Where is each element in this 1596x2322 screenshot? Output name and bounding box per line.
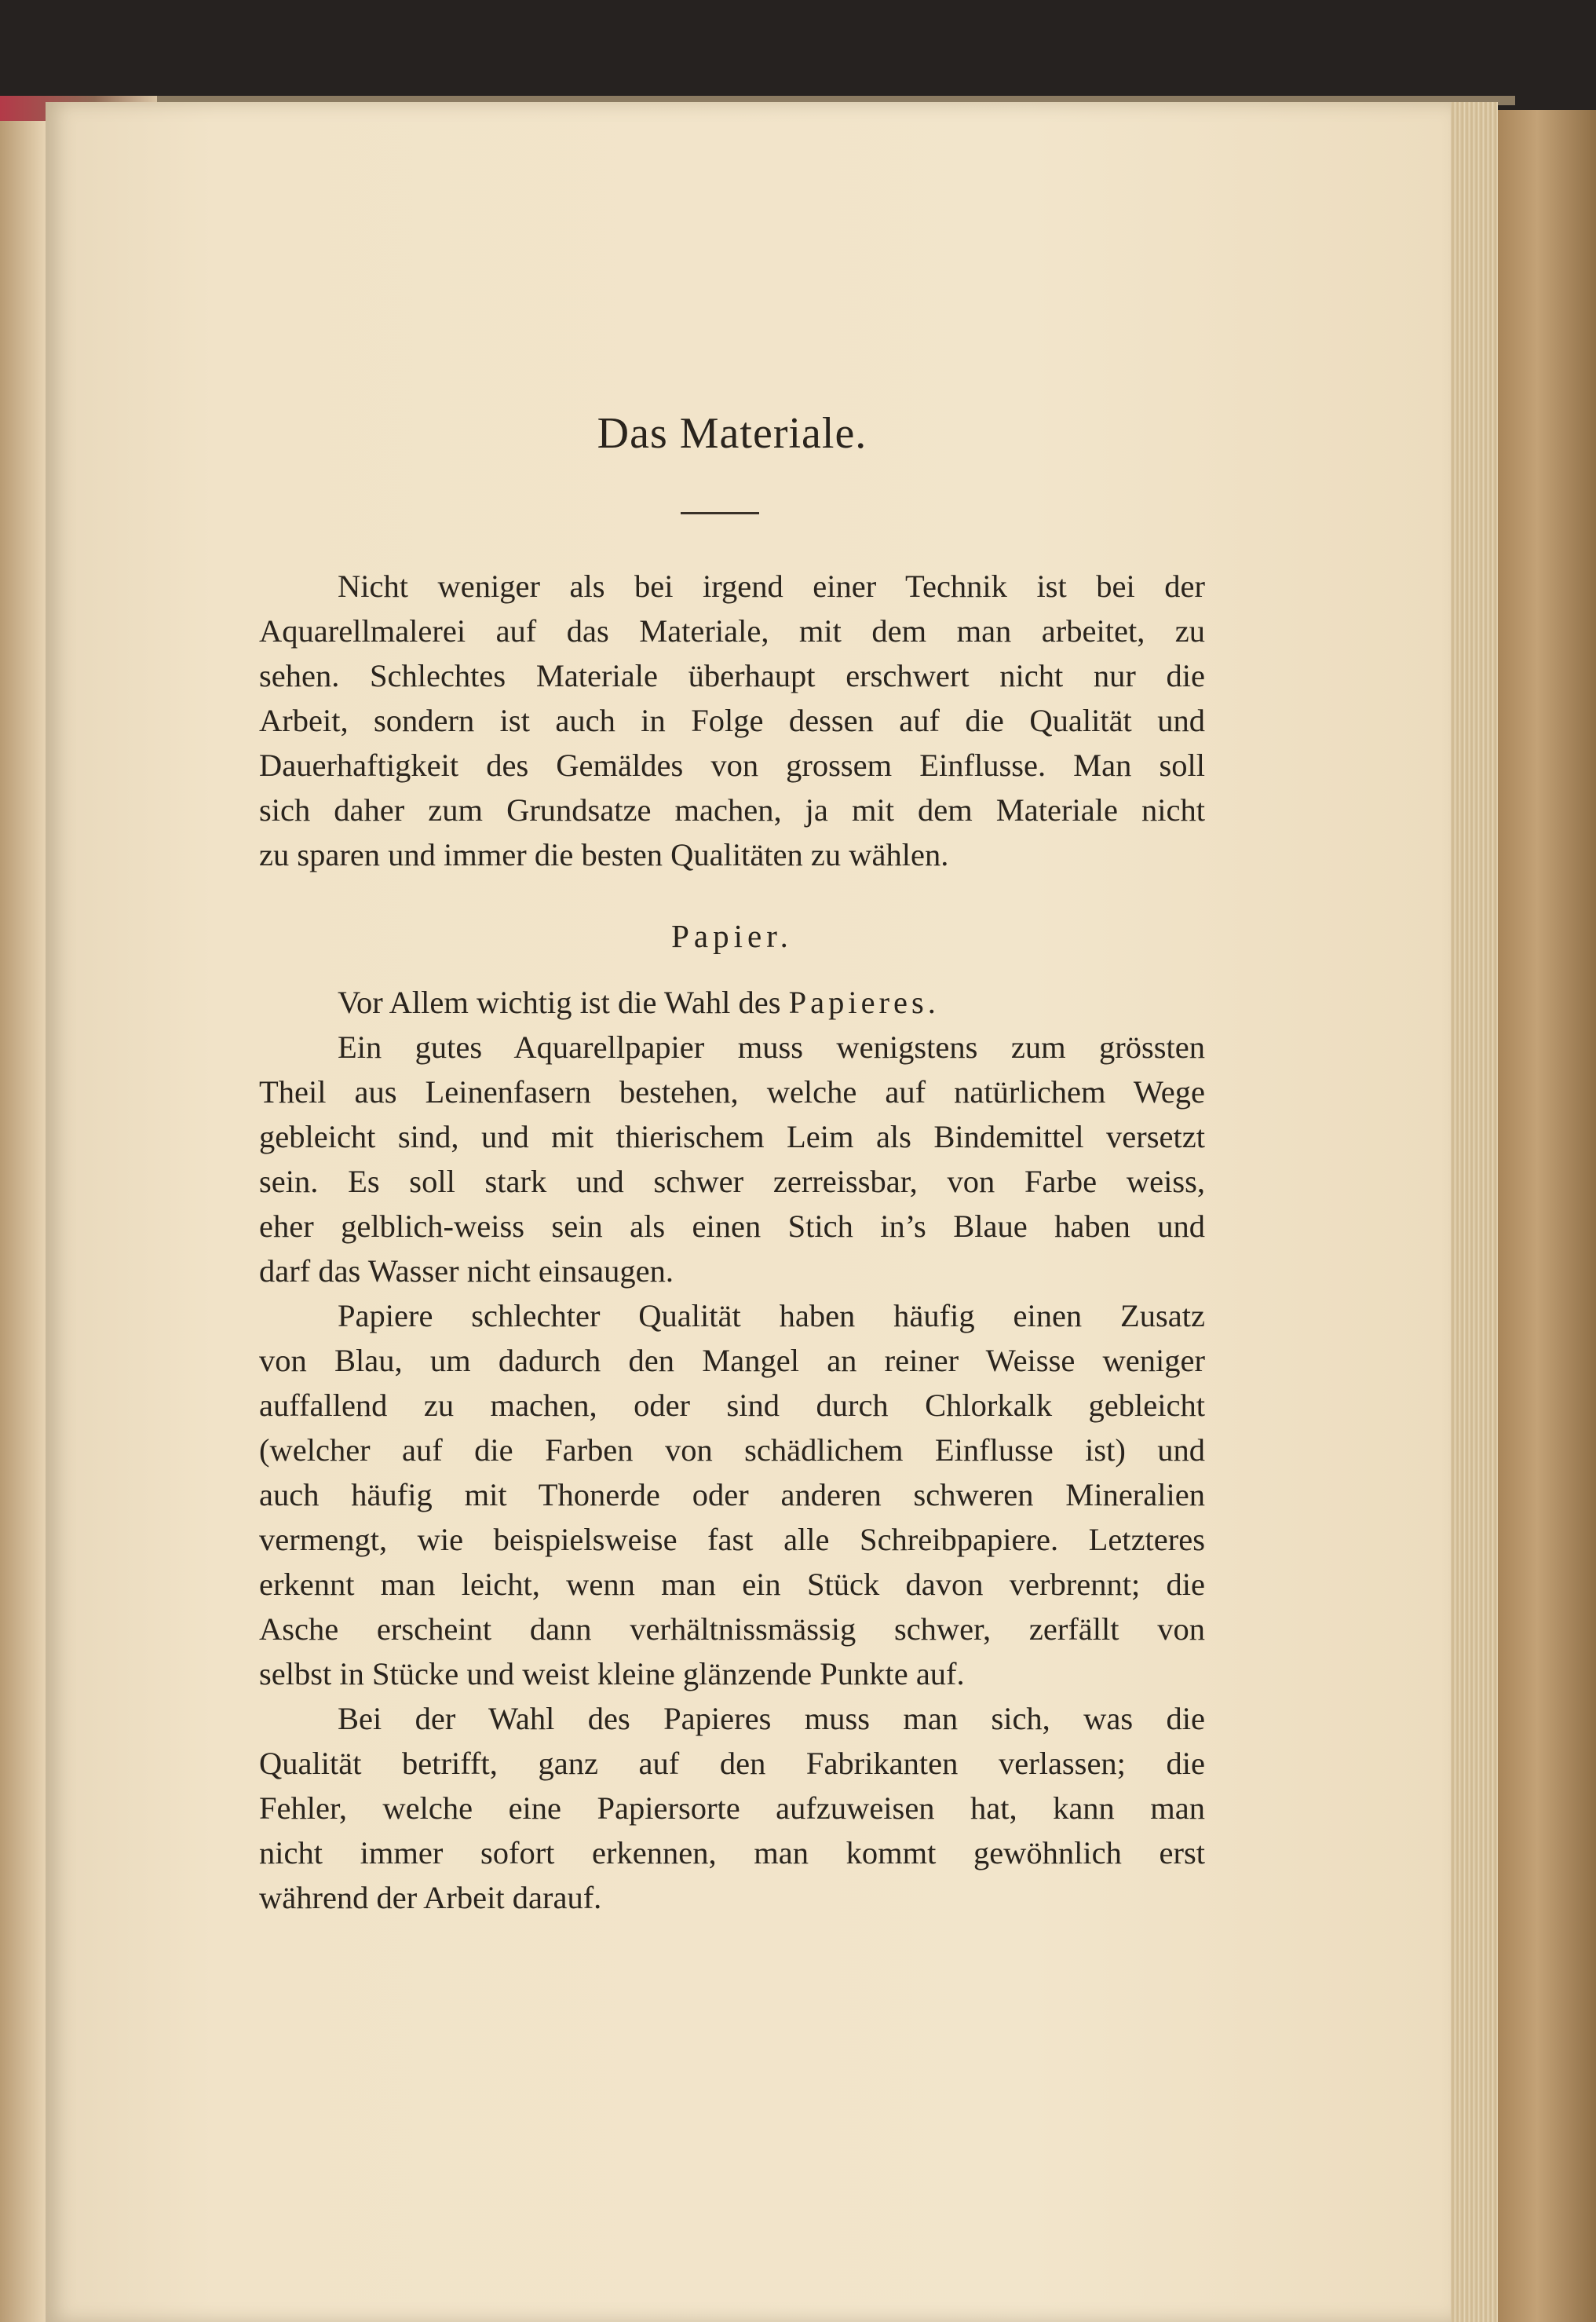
section-heading: Papier. — [671, 918, 793, 954]
text-line: Papiere schlechter Qualität haben häufig einen Zusatz — [338, 1298, 1205, 1333]
text-line: auffallend zu machen, oder sind durch Chlorkalk gebleicht — [259, 1388, 1205, 1423]
emphasized-word: Papieres. — [788, 985, 940, 1020]
text-line — [259, 980, 1205, 1025]
text-line: zu sparen und immer die besten Qualitäten zu wählen. — [259, 837, 949, 872]
text-line: Theil aus Leinenfasern bestehen, welche auf natürlichem Wege — [259, 1074, 1205, 1110]
cover-edge — [1498, 110, 1596, 2322]
text-line: Dauerhaftigkeit des Gemäldes von grossem Einflusse. Man soll — [259, 748, 1205, 783]
section-intro-text: Vor Allem wichtig ist die Wahl des — [338, 985, 781, 1020]
text-line: auch häufig mit Thonerde oder anderen schweren Mineralien — [259, 1477, 1205, 1512]
left-page-edge — [0, 102, 46, 2322]
intro-paragraph — [259, 564, 1205, 877]
page-block-edge — [1451, 102, 1498, 2322]
page-title: Das Materiale. — [597, 409, 867, 458]
text-line: Aquarellmalerei auf das Materiale, mit dem man arbeitet, zu — [259, 613, 1205, 649]
text-line: (welcher auf die Farben von schädlichem Einflusse ist) und — [259, 1432, 1205, 1468]
text-line: Nicht weniger als bei irgend einer Technik ist bei der — [338, 569, 1205, 604]
text-line: sein. Es soll stark und schwer zerreissbar, von Farbe weiss, — [259, 1164, 1205, 1199]
text-line: Qualität betrifft, ganz auf den Fabrikanten verlassen; die — [259, 1746, 1205, 1781]
text-line: sehen. Schlechtes Materiale überhaupt erschwert nicht nur die — [259, 658, 1205, 693]
text-line: eher gelblich-weiss sein als einen Stich in’s Blaue haben und — [259, 1209, 1205, 1244]
text-line: erkennt man leicht, wenn man ein Stück davon verbrennt; die — [259, 1567, 1205, 1602]
text-line: gebleicht sind, und mit thierischem Leim als Bindemittel versetzt — [259, 1119, 1205, 1154]
manufacturer-paragraph — [259, 1696, 1205, 1920]
text-line: darf das Wasser nicht einsaugen. — [259, 1253, 674, 1289]
bad-paper-paragraph — [259, 1293, 1205, 1696]
text-line: vermengt, wie beispielsweise fast alle Schreibpapiere. Letzteres — [259, 1522, 1205, 1557]
text-line: Fehler, welche eine Papiersorte aufzuweisen hat, kann man — [259, 1790, 1205, 1826]
text-line: Bei der Wahl des Papieres muss man sich, was die — [338, 1701, 1205, 1736]
text-line: sich daher zum Grundsatze machen, ja mit dem Materiale nicht — [259, 792, 1205, 828]
text-line: Ein gutes Aquarellpapier muss wenigstens zum grössten — [338, 1029, 1205, 1065]
title-rule — [681, 512, 759, 514]
text-line: Arbeit, sondern ist auch in Folge dessen auf die Qualität und — [259, 703, 1205, 738]
text-line: selbst in Stücke und weist kleine glänzende Punkte auf. — [259, 1656, 965, 1691]
text-line: von Blau, um dadurch den Mangel an reiner Weisse weniger — [259, 1343, 1205, 1378]
text-line: während der Arbeit darauf. — [259, 1880, 602, 1915]
paper-quality-paragraph — [259, 1025, 1205, 1293]
text-line: Asche erscheint dann verhältnissmässig schwer, zerfällt von — [259, 1611, 1205, 1647]
text-line: nicht immer sofort erkennen, man kommt gewöhnlich erst — [259, 1835, 1205, 1870]
section-intro-paragraph — [259, 980, 1205, 1025]
